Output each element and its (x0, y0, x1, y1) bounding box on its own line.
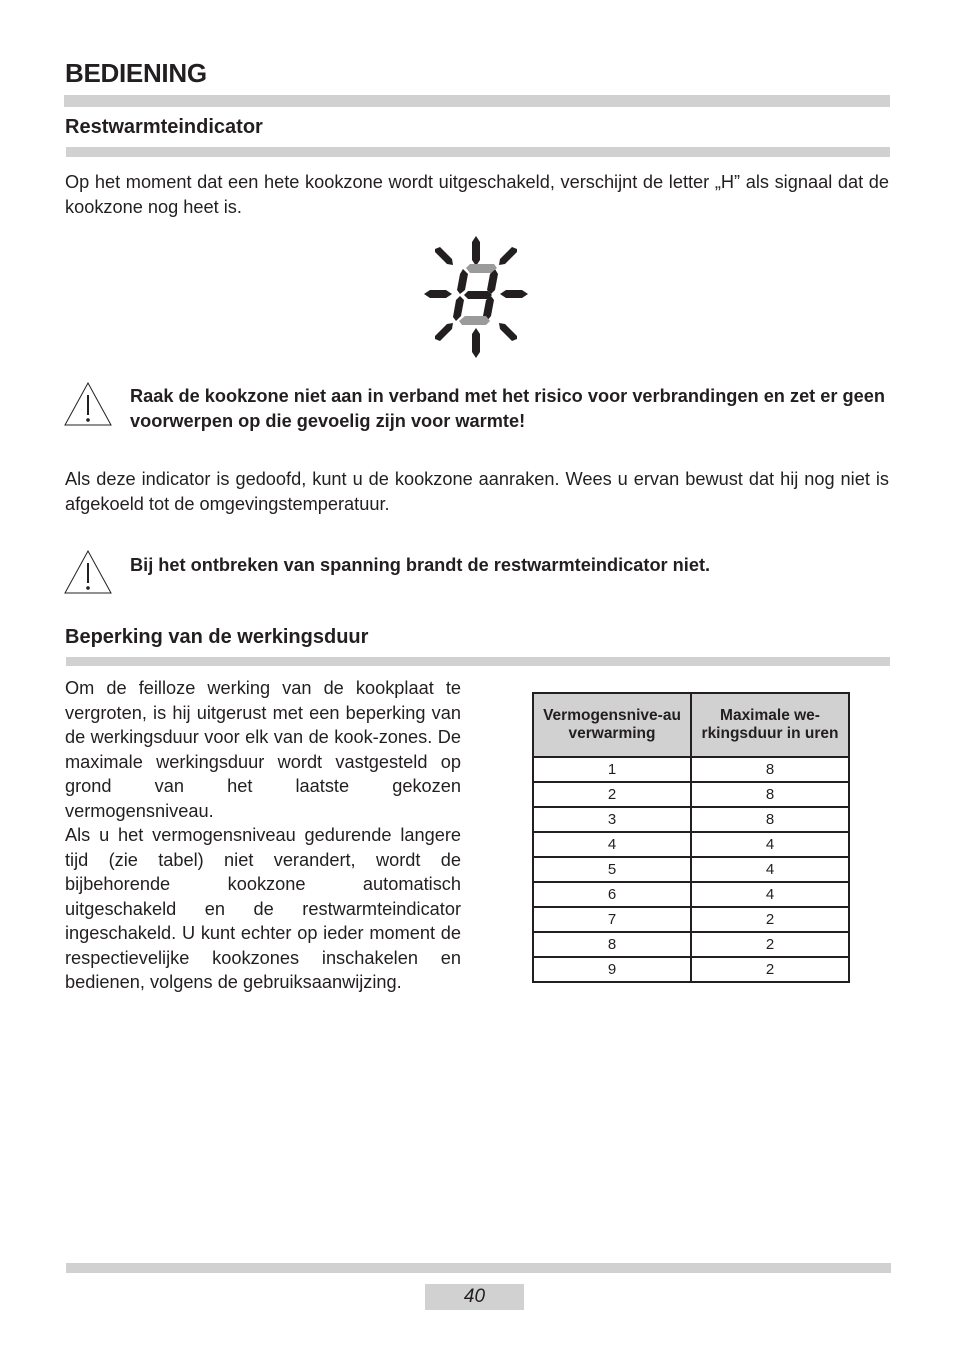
werkingsduur-paragraph-2: Als u het vermogensniveau gedurende langere tijd (zie tabel) niet verandert, wordt de bijbehorende kookzone automatisch uitgeschakeld en de restwarmteindicator ingeschakeld. U kunt echter op ieder moment de respectievelijke kookzones inschakelen en bedienen, volgens de gebruiksaanwijzing. (65, 825, 461, 992)
section-divider (66, 657, 890, 666)
warning-burn-risk: Raak de kookzone niet aan in verband met het risico voor verbrandingen en zet er geen voorwerpen op die gevoelig zijn voor warmte! (130, 386, 885, 431)
page-number: 40 (425, 1284, 524, 1310)
operating-time-table (532, 692, 850, 983)
section-title-werkingsduur: Beperking van de werkingsduur (65, 626, 369, 648)
power-level-cell: 6 (533, 882, 691, 907)
max-duration-cell: 8 (691, 757, 849, 782)
table-row (533, 832, 849, 857)
warning-triangle-icon (64, 382, 112, 426)
max-duration-cell: 4 (691, 857, 849, 882)
power-level-cell: 5 (533, 857, 691, 882)
table-header-row (533, 693, 849, 757)
table-row (533, 882, 849, 907)
power-level-cell: 3 (533, 807, 691, 832)
max-duration-cell: 8 (691, 782, 849, 807)
table-row (533, 857, 849, 882)
max-duration-cell: 8 (691, 807, 849, 832)
max-duration-cell: 2 (691, 907, 849, 932)
warning-no-power: Bij het ontbreken van spanning brandt de restwarmteindicator niet. (130, 555, 711, 575)
header-power-level: Vermogensnive-au verwarming (533, 693, 691, 757)
power-level-cell: 9 (533, 957, 691, 982)
page-title: BEDIENING (65, 58, 207, 88)
table-row (533, 957, 849, 982)
max-duration-cell: 2 (691, 957, 849, 982)
footer-divider (66, 1263, 891, 1273)
max-duration-cell: 2 (691, 932, 849, 957)
header-max-duration: Maximale we-rkingsduur in uren (691, 693, 849, 757)
warning-triangle-icon (64, 550, 112, 594)
power-level-cell: 2 (533, 782, 691, 807)
power-level-cell: 8 (533, 932, 691, 957)
section-title-restwarmteindicator: Restwarmteindicator (65, 116, 263, 138)
werkingsduur-text (65, 676, 461, 995)
power-level-cell: 4 (533, 832, 691, 857)
power-level-cell: 7 (533, 907, 691, 932)
werkingsduur-paragraph-1: Om de feilloze werking van de kookplaat te vergroten, is hij uitgerust met een beperking van de werkingsduur voor elk van de kook-zones. De maximale werkingsduur wordt vastgesteld op grond van het laatste gekozen vermogensniveau. (65, 678, 461, 821)
title-divider (64, 95, 890, 107)
residual-heat-indicator-icon (420, 232, 532, 358)
power-level-cell: 1 (533, 757, 691, 782)
table-row (533, 757, 849, 782)
max-duration-cell: 4 (691, 832, 849, 857)
table-row (533, 932, 849, 957)
intro-paragraph: Op het moment dat een hete kookzone wordt uitgeschakeld, verschijnt de letter „H” als signaal dat de kookzone nog heet is. (65, 172, 889, 217)
table-row (533, 782, 849, 807)
indicator-off-paragraph: Als deze indicator is gedoofd, kunt u de kookzone aanraken. Wees u ervan bewust dat hij nog niet is afgekoeld tot de omgevingstemperatuur. (65, 469, 889, 514)
table-row (533, 807, 849, 832)
section-divider (66, 147, 890, 157)
table-row (533, 907, 849, 932)
max-duration-cell: 4 (691, 882, 849, 907)
